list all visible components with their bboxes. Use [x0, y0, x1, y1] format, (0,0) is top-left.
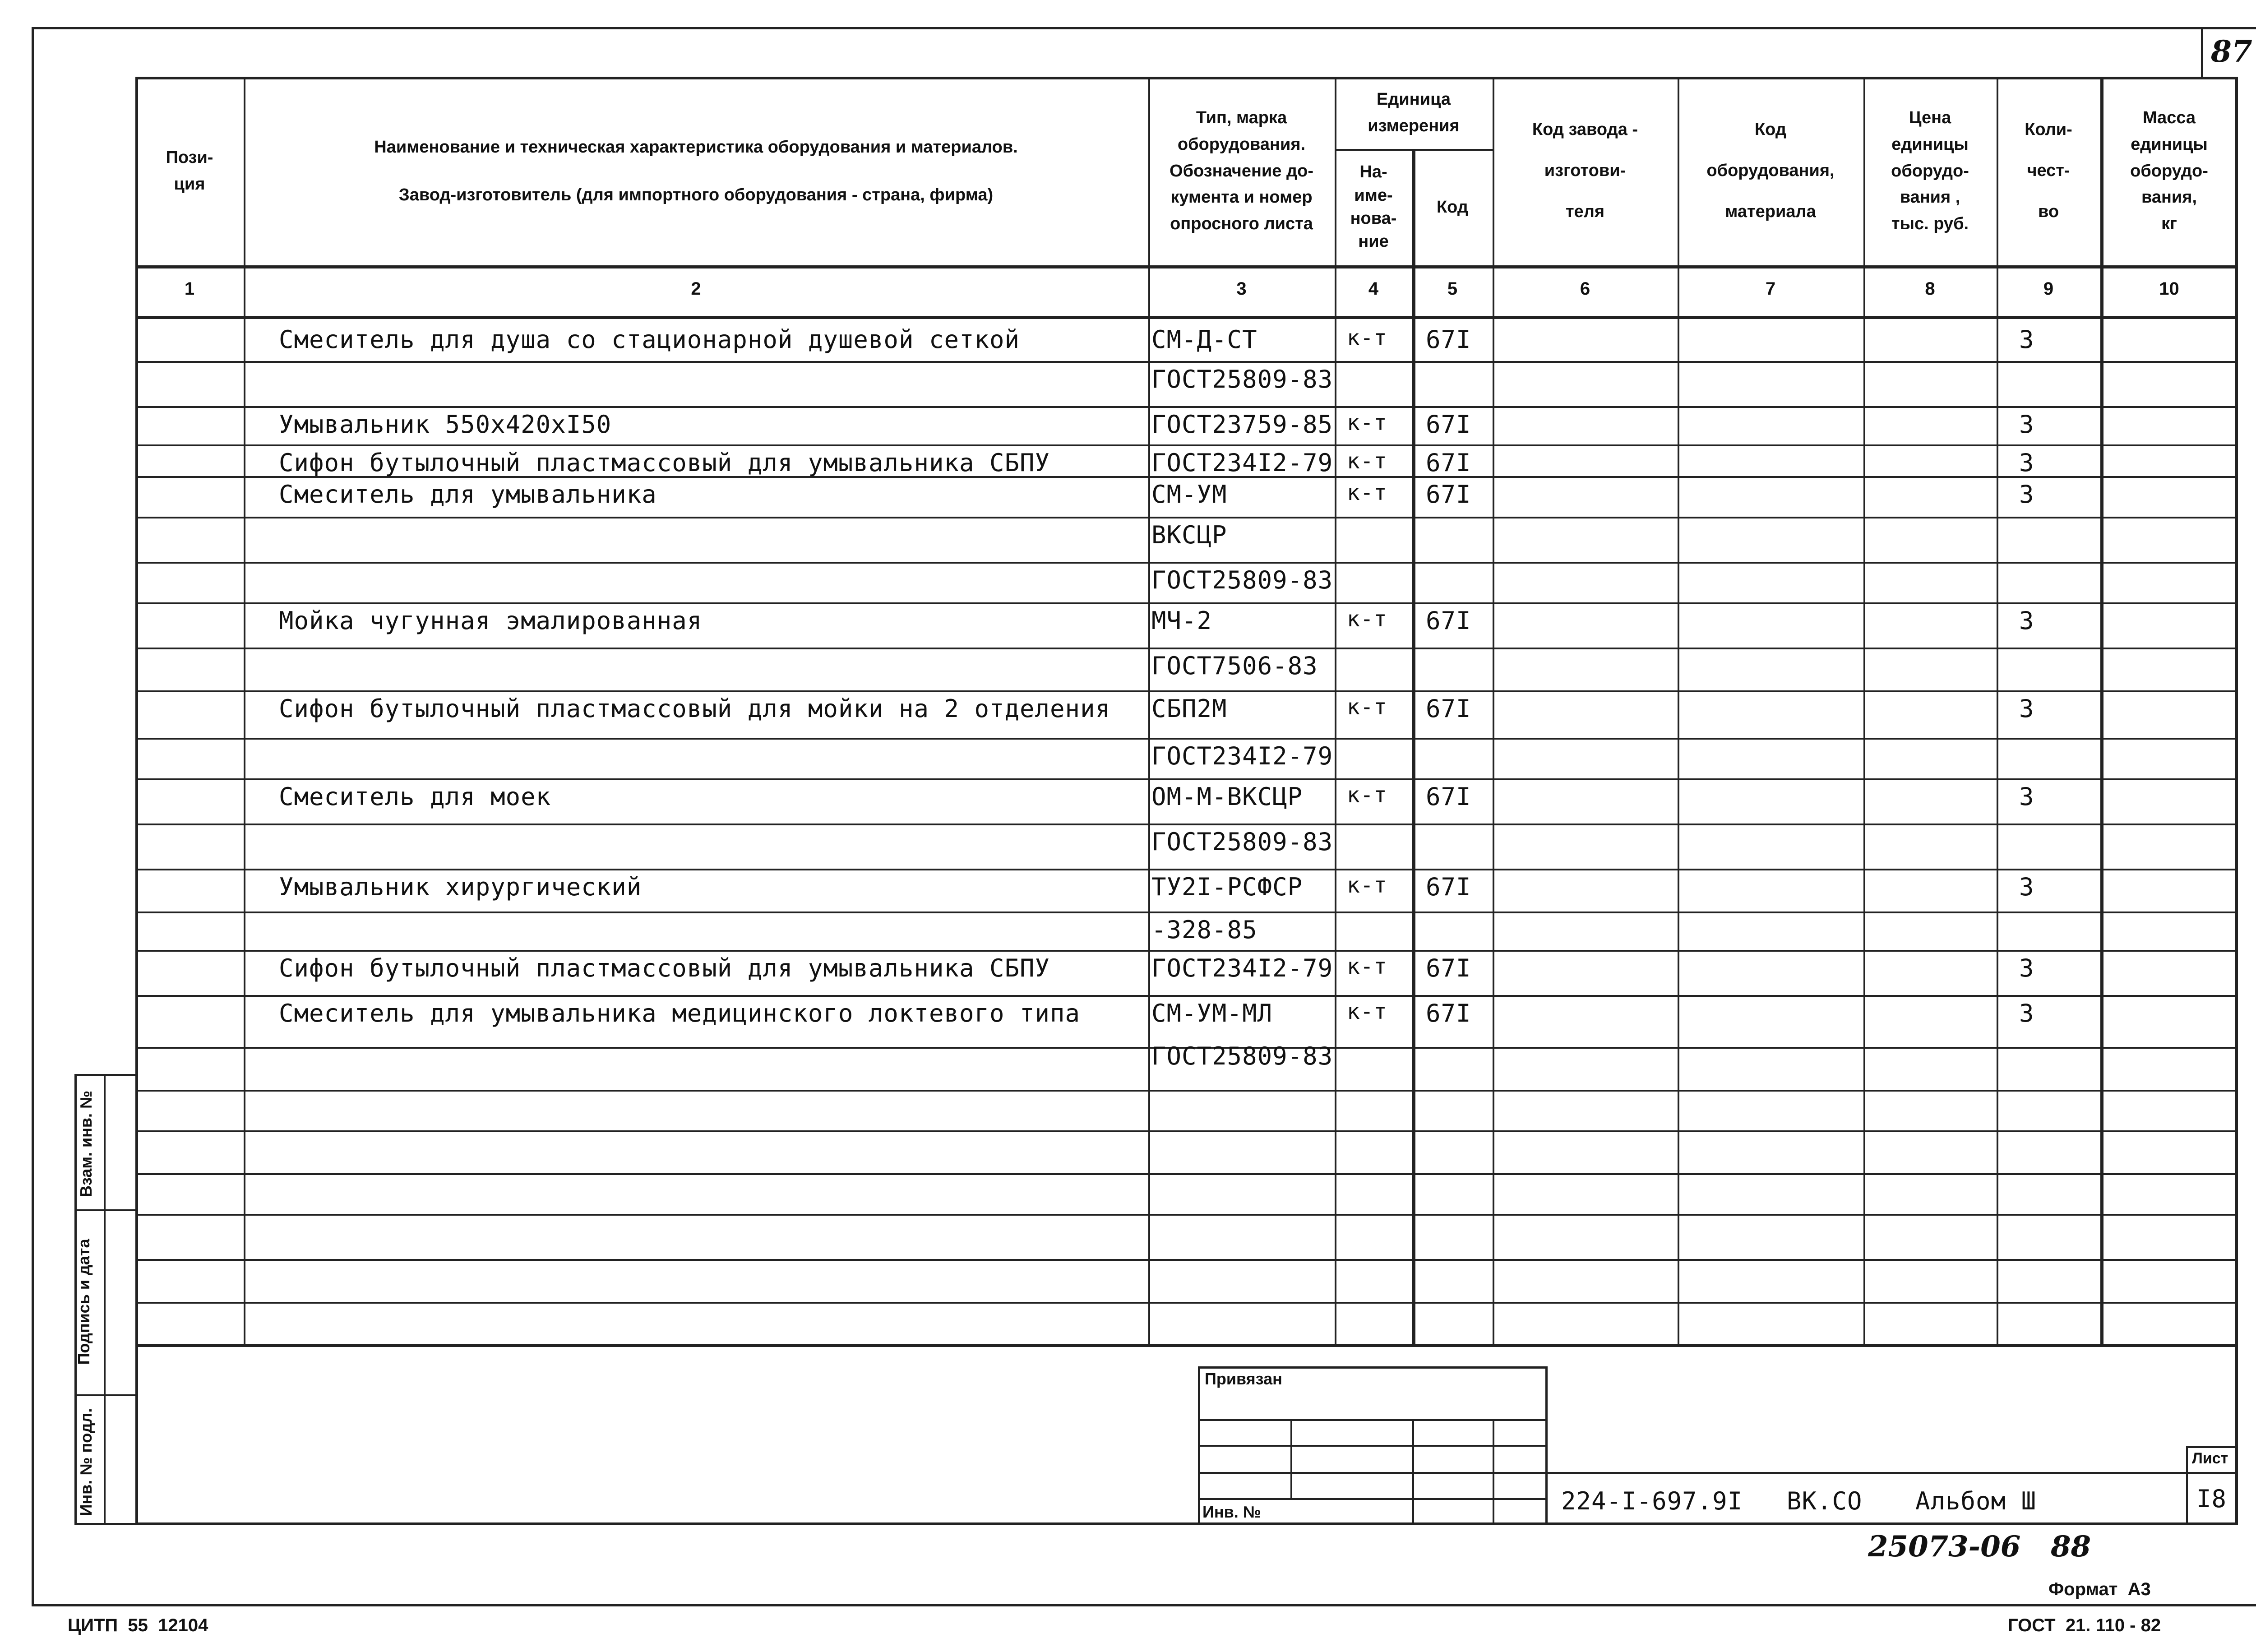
privyazan-v-2	[1412, 1419, 1414, 1525]
doc-mark: ВК.СО	[1787, 1487, 1863, 1515]
side-strip-inner	[104, 1074, 106, 1525]
row-qty: 3	[2019, 694, 2034, 723]
row-divider	[135, 1130, 2238, 1132]
colnum-3: 3	[1236, 279, 1247, 299]
row-type: СМ-УМ	[1151, 480, 1227, 509]
row-code: 67I	[1426, 606, 1471, 635]
sheet-box-mid	[2186, 1472, 2238, 1474]
row-name: Смеситель для умывальника	[279, 480, 657, 509]
row-type: СМ-Д-СТ	[1151, 325, 1257, 354]
row-qty: 3	[2019, 606, 2034, 635]
row-code: 67I	[1426, 449, 1471, 477]
row-divider	[135, 824, 2238, 825]
colnum-1: 1	[184, 279, 195, 299]
side-label-signature-date: Подпись и дата	[74, 1239, 93, 1365]
row-unit: к-т	[1347, 782, 1387, 808]
row-type: ГОСТ25809-83	[1151, 828, 1333, 856]
row-code: 67I	[1426, 325, 1471, 354]
row-unit: к-т	[1347, 954, 1387, 979]
row-divider	[135, 1090, 2238, 1092]
doc-code: 224-I-697.9I	[1561, 1487, 1743, 1515]
doc-album: Альбом Ш	[1915, 1487, 2037, 1515]
header-factory-code: Код завода - изготови- теля	[1532, 120, 1638, 222]
format-label: Формат А3	[2048, 1579, 2151, 1599]
row-name: Смеситель для душа со стационарной душевой сеткой	[279, 325, 1020, 354]
header-bottom-line	[135, 265, 2238, 268]
row-qty: 3	[2019, 873, 2034, 901]
row-divider	[135, 1173, 2238, 1175]
row-divider	[135, 361, 2238, 363]
handwritten-number: 25073-06 88	[1868, 1530, 2091, 1564]
header-quantity: Коли- чест- во	[2025, 120, 2072, 222]
sheet-box-top	[2186, 1446, 2238, 1448]
header-name: Наименование и техническая характеристика оборудования и материалов. Завод-изготовитель (для импортного оборудования - страна, фирма)	[374, 137, 1018, 204]
colnum-2: 2	[691, 279, 701, 299]
row-qty: 3	[2019, 480, 2034, 509]
colnum-10: 10	[2159, 279, 2179, 299]
header-type: Тип, марка оборудования. Обозначение до- кумента и номер опросного листа	[1170, 108, 1313, 234]
row-name: Сифон бутылочный пластмассовый для мойки на 2 отделения	[279, 694, 1111, 723]
row-name: Смеситель для моек	[279, 782, 551, 811]
page-corner-number: 87	[2211, 34, 2252, 69]
row-divider	[135, 444, 2238, 446]
row-divider	[135, 1214, 2238, 1216]
row-qty: 3	[2019, 782, 2034, 811]
row-divider	[135, 517, 2238, 518]
row-divider	[135, 1259, 2238, 1261]
row-unit: к-т	[1347, 410, 1387, 435]
row-divider	[135, 602, 2238, 604]
colnum-bottom-line	[135, 316, 2238, 319]
header-equipment-code: Код оборудования, материала	[1706, 120, 1835, 222]
privyazan-v-1	[1290, 1419, 1292, 1498]
row-divider	[135, 562, 2238, 564]
row-code: 67I	[1426, 954, 1471, 982]
header-unit-code: Код	[1436, 197, 1469, 217]
privyazan-label: Привязан	[1205, 1370, 1282, 1388]
row-unit: к-т	[1347, 480, 1387, 505]
row-code: 67I	[1426, 480, 1471, 509]
row-type: ТУ2I-РСФСР	[1151, 873, 1303, 901]
colnum-4: 4	[1368, 279, 1379, 299]
row-type: ГОСТ7506-83	[1151, 652, 1318, 680]
footer-right: ГОСТ 21. 110 - 82	[2008, 1615, 2161, 1635]
row-code: 67I	[1426, 873, 1471, 901]
row-type: ГОСТ234I2-79	[1151, 742, 1333, 770]
footer-left: ЦИТП 55 12104	[68, 1615, 208, 1635]
row-divider	[135, 1302, 2238, 1304]
col-line-4	[1412, 149, 1415, 1345]
row-unit: к-т	[1347, 325, 1387, 351]
row-name: Смеситель для умывальника медицинского локтевого типа	[279, 999, 1081, 1027]
row-unit: к-т	[1347, 873, 1387, 898]
row-name: Мойка чугунная эмалированная	[279, 606, 703, 635]
row-name: Умывальник 550х420хI50	[279, 410, 612, 439]
row-qty: 3	[2019, 410, 2034, 439]
privyazan-v-3	[1493, 1419, 1494, 1525]
row-divider	[135, 995, 2238, 997]
row-unit: к-т	[1347, 694, 1387, 720]
row-type: СБП2М	[1151, 694, 1227, 723]
colnum-6: 6	[1580, 279, 1590, 299]
row-type: ГОСТ25809-83	[1151, 365, 1333, 393]
sheet-label: Лист	[2192, 1450, 2228, 1467]
row-name: Сифон бутылочный пластмассовый для умывальника СБПУ	[279, 449, 1050, 477]
row-divider	[135, 690, 2238, 692]
header-unit-name: На- име- нова- ние	[1350, 162, 1397, 251]
inv-no-label: Инв. №	[1202, 1503, 1261, 1521]
row-divider	[135, 648, 2238, 649]
privyazan-line-3	[1198, 1472, 1548, 1474]
privyazan-line-4	[1198, 1498, 1548, 1500]
row-code: 67I	[1426, 694, 1471, 723]
side-label-original-inv: Инв. № подл.	[77, 1408, 95, 1516]
row-divider	[135, 778, 2238, 780]
row-qty: 3	[2019, 999, 2034, 1027]
row-divider	[135, 869, 2238, 870]
row-divider	[135, 406, 2238, 408]
row-type: ОМ-М-ВКСЦР	[1151, 782, 1303, 811]
privyazan-line-2	[1198, 1445, 1548, 1447]
row-divider	[135, 912, 2238, 913]
row-type: ГОСТ25809-83	[1151, 566, 1333, 594]
row-name: Сифон бутылочный пластмассовый для умывальника СБПУ	[279, 954, 1050, 982]
row-type: ГОСТ25809-83	[1151, 1042, 1333, 1070]
header-unit-group: Единица измерения	[1368, 90, 1460, 135]
header-mass: Масса единицы оборудо- вания, кг	[2130, 108, 2208, 234]
row-code: 67I	[1426, 999, 1471, 1027]
row-divider	[135, 950, 2238, 952]
header-price: Цена единицы оборудо- вания , тыс. руб.	[1891, 108, 1969, 234]
colnum-9: 9	[2043, 279, 2054, 299]
colnum-7: 7	[1765, 279, 1776, 299]
row-type: ВКСЦР	[1151, 521, 1227, 549]
title-block-top	[1548, 1472, 2238, 1474]
body-bottom-line	[135, 1344, 2238, 1347]
row-type: МЧ-2	[1151, 606, 1212, 635]
row-divider	[135, 738, 2238, 740]
row-type: ГОСТ234I2-79	[1151, 449, 1333, 477]
privyazan-line-1	[1198, 1419, 1548, 1421]
row-type: ГОСТ23759-85	[1151, 410, 1333, 439]
row-qty: 3	[2019, 954, 2034, 982]
row-name: Умывальник хирургический	[279, 873, 642, 901]
corner-box-line	[2201, 27, 2203, 79]
sheet-box-left	[2186, 1446, 2188, 1525]
colnum-8: 8	[1925, 279, 1935, 299]
row-code: 67I	[1426, 410, 1471, 439]
row-type: -328-85	[1151, 916, 1257, 944]
row-type: СМ-УМ-МЛ	[1151, 999, 1273, 1027]
header-position: Пози- ция	[166, 148, 213, 194]
row-code: 67I	[1426, 782, 1471, 811]
colnum-5: 5	[1447, 279, 1458, 299]
row-unit: к-т	[1347, 606, 1387, 632]
row-type: ГОСТ234I2-79	[1151, 954, 1333, 982]
row-qty: 3	[2019, 325, 2034, 354]
row-unit: к-т	[1347, 999, 1387, 1024]
sheet-number: I8	[2196, 1485, 2227, 1513]
row-unit: к-т	[1347, 449, 1387, 474]
side-label-replace-inv: Взам. инв. №	[77, 1090, 95, 1198]
row-qty: 3	[2019, 449, 2034, 477]
